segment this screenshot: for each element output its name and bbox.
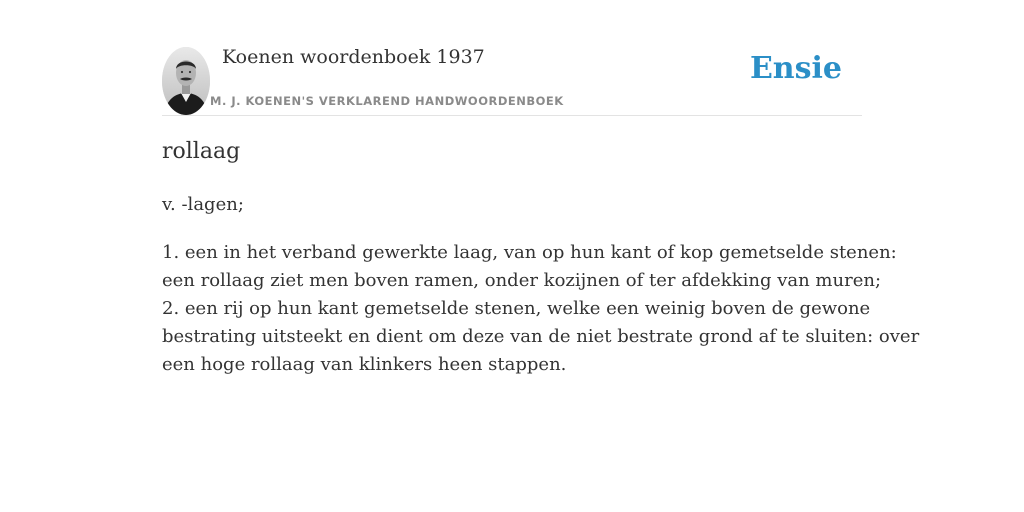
author-portrait: [162, 47, 210, 115]
dictionary-header: [162, 45, 862, 116]
entry-definition: [162, 239, 920, 379]
definition-line: 2. een rij op hun kant gemetselde stenen, welke een weinig boven de gewone: [162, 298, 871, 319]
ensie-logo-link[interactable]: Ensie: [749, 51, 842, 86]
entry-headword: rollaag: [162, 139, 241, 164]
portrait-image: [162, 47, 210, 115]
definition-line: bestrating uitsteekt en dient om deze van de niet bestrate grond af te sluiten: over: [162, 326, 920, 347]
definition-line: 1. een in het verband gewerkte laag, van op hun kant of kop gemetselde stenen:: [162, 242, 897, 263]
definition-line: een hoge rollaag van klinkers heen stappen.: [162, 354, 567, 375]
book-title[interactable]: Koenen woordenboek 1937: [222, 46, 485, 68]
book-subtitle: M. J. KOENEN'S VERKLAREND HANDWOORDENBOEK: [210, 94, 564, 108]
entry-grammar: v. -lagen;: [162, 194, 244, 215]
page: [162, 0, 920, 512]
definition-line: een rollaag ziet men boven ramen, onder kozijnen of ter afdekking van muren;: [162, 270, 882, 291]
